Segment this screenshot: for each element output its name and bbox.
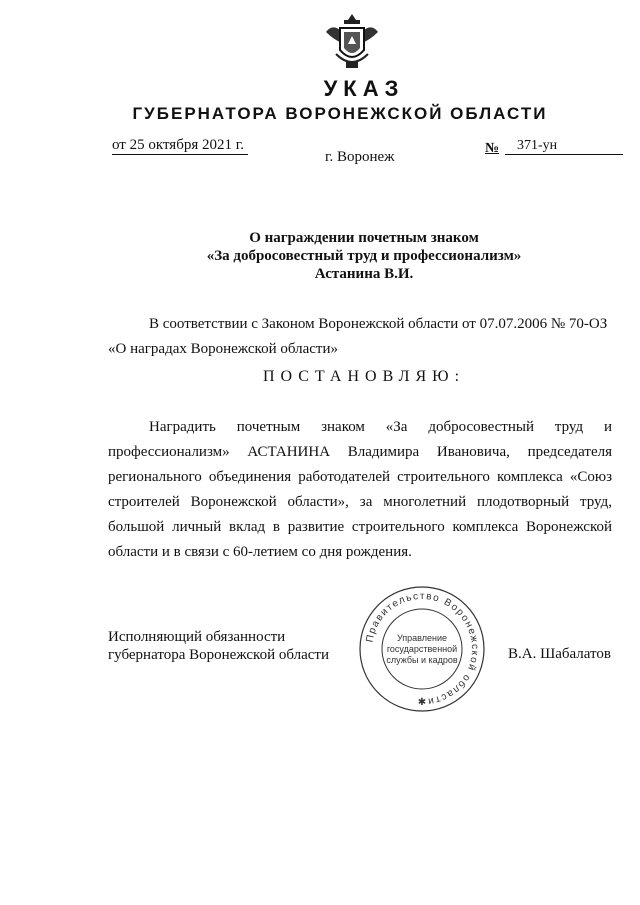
- official-stamp: [358, 585, 486, 713]
- award-paragraph: [108, 415, 612, 565]
- document-heading: [0, 229, 640, 283]
- stamp-center-line: государственной: [386, 644, 458, 654]
- signatory-name: В.А. Шабалатов: [508, 646, 611, 662]
- coat-of-arms-icon: [320, 10, 384, 74]
- award-line: строителей Воронежской области», за многолетний плодотворный труд,: [108, 494, 612, 510]
- basis-line: «О наградах Воронежской области»: [108, 341, 339, 357]
- award-line: регионального объединения работодателей строительного комплекса «Союз: [108, 469, 612, 485]
- award-line: большой личный вклад в развитие строительного комплекса Воронежской: [108, 519, 612, 535]
- stamp-center-line: службы и кадров: [386, 655, 458, 665]
- heading-line: О награждении почетным знаком: [249, 230, 479, 246]
- award-line: области и в связи с 60-летием со дня рождения.: [108, 544, 412, 560]
- document-city: г. Воронеж: [325, 149, 395, 165]
- stamp-ring-text: Правительство Воронежской области: [364, 590, 481, 707]
- award-line: профессионализм» АСТАНИНА Владимира Ивановича, председателя: [108, 444, 612, 460]
- stamp-star-icon: ✱: [417, 697, 427, 708]
- document-number: 371-ун: [505, 138, 623, 155]
- heading-line: «За добросовестный труд и профессионализм»: [206, 248, 522, 264]
- basis-paragraph: [108, 312, 612, 362]
- document-subtitle: ГУБЕРНАТОРА ВОРОНЕЖСКОЙ ОБЛАСТИ: [132, 104, 548, 123]
- basis-line: В соответствии с Законом Воронежской области от 07.07.2006 № 70-ОЗ: [149, 316, 608, 332]
- document-date: от 25 октября 2021 г.: [112, 137, 248, 155]
- position-line: Исполняющий обязанности: [108, 629, 286, 645]
- signatory-position: [108, 628, 329, 664]
- document-title: УКАЗ: [323, 76, 405, 101]
- decree-word: ПОСТАНОВЛЯЮ:: [262, 368, 466, 385]
- stamp-center-line: Управление: [396, 633, 448, 643]
- heading-line: Астанина В.И.: [314, 266, 414, 282]
- number-label: №: [485, 141, 500, 156]
- award-line: Наградить почетным знаком «За добросовестный труд и: [149, 419, 612, 435]
- position-line: губернатора Воронежской области: [108, 647, 329, 663]
